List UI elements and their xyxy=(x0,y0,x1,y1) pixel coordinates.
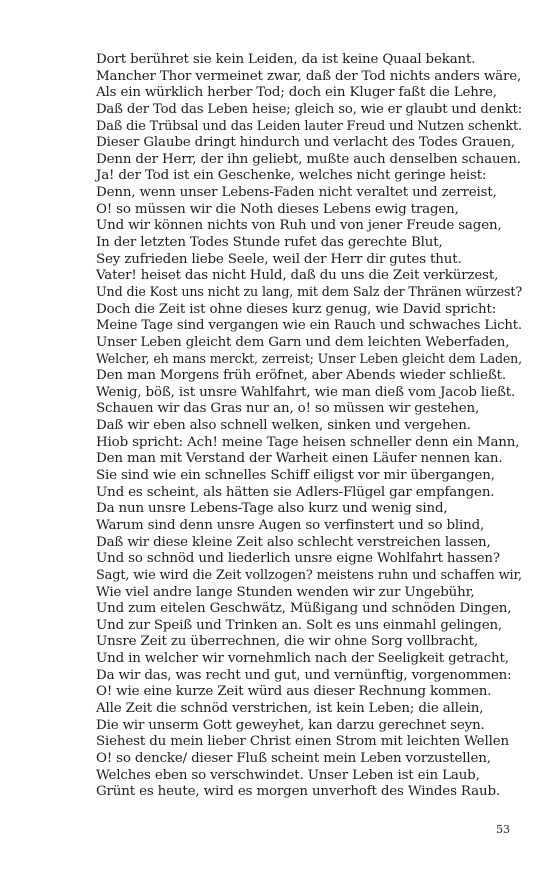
poem-line: Den man mit Verstand der Warheit einen Läufer nennen kan. xyxy=(96,451,503,467)
poem-line: Und wir können nichts von Ruh und von jener Freude sagen, xyxy=(96,218,502,234)
poem-line: Siehest du mein lieber Christ einen Strom mit leichten Wellen xyxy=(96,734,509,750)
poem-line: O! wie eine kurze Zeit würd aus dieser Rechnung kommen. xyxy=(96,684,492,700)
poem-line: Die wir unserm Gott geweyhet, kan darzu gerechnet seyn. xyxy=(96,717,485,733)
poem-line: Welcher, eh mans merckt, zerreist; Unser Leben gleicht dem Laden, xyxy=(96,351,522,367)
poem-line: Und in welcher wir vornehmlich nach der Seeligkeit getracht, xyxy=(96,651,509,667)
poem-line: Meine Tage sind vergangen wie ein Rauch und schwaches Licht. xyxy=(96,318,522,334)
poem-line: Unser Leben gleicht dem Garn und dem leichten Weberfaden, xyxy=(96,334,510,350)
poem-line: Unsre Zeit zu überrechnen, die wir ohne Sorg vollbracht, xyxy=(96,634,479,650)
poem-line: Sagt, wie wird die Zeit vollzogen? meistens ruhn und schaffen wir, xyxy=(96,567,522,583)
poem-line: Da nun unsre Lebens-Tage also kurz und wenig sind, xyxy=(96,501,448,517)
poem-line: Grünt es heute, wird es morgen unverhoft des Windes Raub. xyxy=(96,784,500,800)
poem-line: Denn der Herr, der ihn geliebt, mußte auch denselben schauen. xyxy=(96,151,521,167)
poem-line: Denn, wenn unser Lebens-Faden nicht veraltet und zerreist, xyxy=(96,185,497,201)
poem-line: Doch die Zeit ist ohne dieses kurz genug, wie David spricht: xyxy=(96,301,497,317)
poem-line: O! so müssen wir die Noth dieses Lebens ewig tragen, xyxy=(96,201,459,217)
poem-line: Mancher Thor vermeinet zwar, daß der Tod nichts anders wäre, xyxy=(96,68,522,84)
poem-line: Wie viel andre lange Stunden wenden wir zur Ungebühr, xyxy=(96,584,475,600)
poem-line: Und zum eitelen Geschwätz, Müßigang und schnöden Dingen, xyxy=(96,601,512,617)
poem-line: Warum sind denn unsre Augen so verfinstert und so blind, xyxy=(96,517,485,533)
poem-line: Vater! heiset das nicht Huld, daß du uns die Zeit verkürzest, xyxy=(96,268,499,284)
poem-line: Daß wir diese kleine Zeit also schlecht verstreichen lassen, xyxy=(96,534,491,550)
poem-line: Den man Morgens früh eröfnet, aber Abends wieder schließt. xyxy=(96,368,506,384)
poem-line: Dort berühret sie kein Leiden, da ist keine Quaal bekant. xyxy=(96,52,476,67)
poem-line: Wenig, böß, ist unsre Wahlfahrt, wie man dieß vom Jacob ließt. xyxy=(96,384,516,400)
poem-line: Und zur Speiß und Trinken an. Solt es uns einmahl gelingen, xyxy=(96,617,503,633)
poem-line: Als ein würklich herber Tod; doch ein Kluger faßt die Lehre, xyxy=(96,85,497,101)
poem-line: Daß die Trübsal und das Leiden lauter Freud und Nutzen schenkt. xyxy=(96,118,522,134)
poem-line: Und so schnöd und liederlich unsre eigne Wohlfahrt hassen? xyxy=(96,551,500,567)
page-number: 53 xyxy=(496,823,510,836)
poem-line: Alle Zeit die schnöd verstrichen, ist kein Leben; die allein, xyxy=(96,700,484,716)
poem-line: In der letzten Todes Stunde rufet das gerechte Blut, xyxy=(96,235,443,251)
poem-line: Daß wir eben also schnell welken, sinken und vergehen. xyxy=(96,418,471,434)
poem-line: Welches eben so verschwindet. Unser Leben ist ein Laub, xyxy=(96,767,480,783)
poem-line: Schauen wir das Gras nur an, o! so müssen wir gestehen, xyxy=(96,401,480,417)
poem-line: Hiob spricht: Ach! meine Tage heisen schneller denn ein Mann, xyxy=(96,434,520,450)
poem-line: Und es scheint, als hätten sie Adlers-Flügel gar empfangen. xyxy=(96,484,495,500)
poem-line: Ja! der Tod ist ein Geschenke, welches nicht geringe heist: xyxy=(96,168,487,184)
poem-line: Sey zufrieden liebe Seele, weil der Herr dir gutes thut. xyxy=(96,251,462,267)
poem-line: Daß der Tod das Leben heise; gleich so, wie er glaubt und denkt: xyxy=(96,101,522,117)
poem-line: Da wir das, was recht und gut, und vernünftig, vorgenommen: xyxy=(96,667,512,683)
poem-line: O! so dencke/ dieser Fluß scheint mein Leben vorzustellen, xyxy=(96,750,491,766)
poem-line: Und die Kost uns nicht zu lang, mit dem Salz der Thränen würzest? xyxy=(96,284,522,300)
poem-line: Sie sind wie ein schnelles Schiff eiligst vor mir übergangen, xyxy=(96,468,495,484)
poem-line: Dieser Glaube dringt hindurch und verlacht des Todes Grauen, xyxy=(96,135,516,151)
poem-text-block xyxy=(96,52,522,801)
